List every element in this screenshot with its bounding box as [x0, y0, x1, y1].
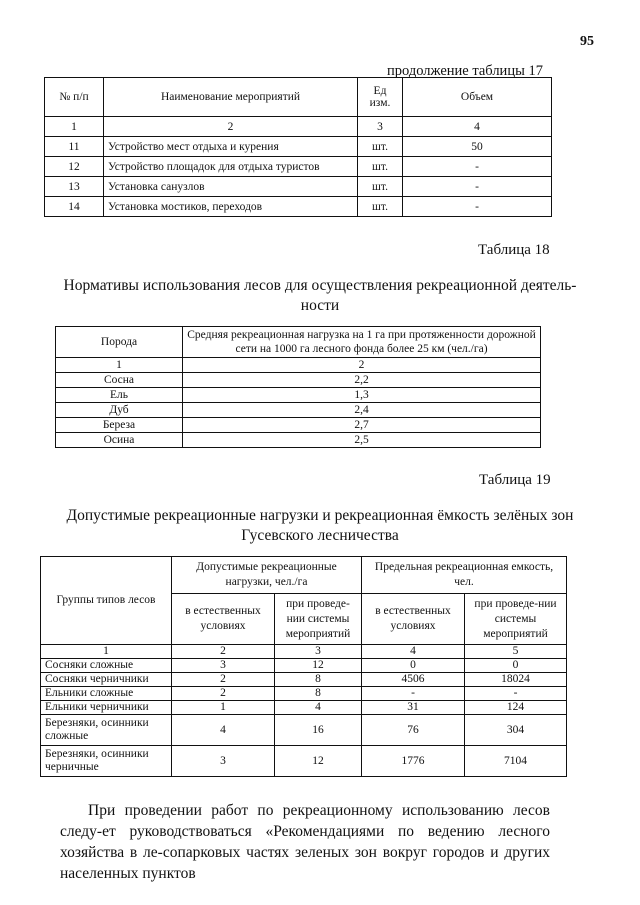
table-cell: 2,2: [183, 373, 541, 388]
table-row: [45, 177, 552, 197]
table-cell: 8: [275, 687, 362, 701]
table-header-row: [56, 327, 541, 358]
table-18: [55, 326, 541, 448]
body-paragraph: [60, 800, 550, 884]
table19-caption: Таблица 19: [479, 472, 551, 488]
table-row: [41, 673, 567, 687]
table-row: [41, 701, 567, 715]
table-cell: Устройство мест отдыха и курения: [104, 137, 358, 157]
table-cell: 0: [465, 659, 567, 673]
table-cell: 31: [362, 701, 465, 715]
table-cell: 0: [362, 659, 465, 673]
table-cell: 2,5: [183, 433, 541, 448]
table-header-row: [45, 78, 552, 117]
subheader-cell: при проведе-нии системы мероприятий: [275, 594, 362, 645]
table-cell: Установка санузлов: [104, 177, 358, 197]
table-cell: 1,3: [183, 388, 541, 403]
table-cell: 4: [275, 701, 362, 715]
table-cell: Ельники черничники: [41, 701, 172, 715]
header-cell-capacity: Предельная рекреационная емкость, чел.: [362, 557, 567, 594]
table-cell: 7104: [465, 746, 567, 777]
table-cell: 1: [172, 701, 275, 715]
table-cell: -: [362, 687, 465, 701]
table-cell: 2: [172, 673, 275, 687]
table-cell: 14: [45, 197, 104, 217]
table-cell: 76: [362, 715, 465, 746]
table-cell: Дуб: [56, 403, 183, 418]
table-cell: 1: [56, 358, 183, 373]
table-cell: Ель: [56, 388, 183, 403]
table-cell: Сосняки черничники: [41, 673, 172, 687]
table-cell: 12: [275, 659, 362, 673]
table-row: [56, 418, 541, 433]
table-cell: Устройство площадок для отдыха туристов: [104, 157, 358, 177]
table-cell: 3: [358, 117, 403, 137]
table-cell: 3: [172, 659, 275, 673]
table-row: [45, 157, 552, 177]
table-cell: Березняки, осинники сложные: [41, 715, 172, 746]
table-number-row: [41, 645, 567, 659]
header-cell: Наименование мероприятий: [104, 78, 358, 117]
table-cell: 13: [45, 177, 104, 197]
header-cell: № п/п: [45, 78, 104, 117]
table-cell: Береза: [56, 418, 183, 433]
table-number-row: [45, 117, 552, 137]
table-cell: шт.: [358, 157, 403, 177]
paragraph-text: При проведении работ по рекреационному использованию лесов следу-ет руководствоваться «Рекомендациями по ведению лесного хозяйства в ле-сопарковых частях зеленых зон вокруг городов и других населенных пунктов: [60, 802, 550, 882]
table-cell: 50: [403, 137, 552, 157]
header-cell: Средняя рекреационная нагрузка на 1 га при протяженности дорожной сети на 1000 га лесного фонда более 25 км (чел./га): [183, 327, 541, 358]
table-cell: 8: [275, 673, 362, 687]
header-cell: Объем: [403, 78, 552, 117]
table-cell: 16: [275, 715, 362, 746]
table-cell: 1: [45, 117, 104, 137]
table-cell: 2: [183, 358, 541, 373]
subheader-cell: в естественных условиях: [362, 594, 465, 645]
table-cell: -: [403, 177, 552, 197]
table-cell: Осина: [56, 433, 183, 448]
table-row: [45, 197, 552, 217]
table17-continuation-label: продолжение таблицы 17: [387, 63, 543, 79]
table-cell: 12: [275, 746, 362, 777]
table-cell: Сосна: [56, 373, 183, 388]
table-cell: 4: [172, 715, 275, 746]
header-cell-group: Группы типов лесов: [41, 557, 172, 645]
table-cell: Установка мостиков, переходов: [104, 197, 358, 217]
table18-title: Нормативы использования лесов для осуществления рекреационной деятель-ности: [63, 277, 577, 314]
subheader-cell: в естественных условиях: [172, 594, 275, 645]
table-cell: 11: [45, 137, 104, 157]
table-cell: 4506: [362, 673, 465, 687]
table-19: [40, 556, 567, 777]
table-cell: шт.: [358, 197, 403, 217]
table-row: [41, 746, 567, 777]
table18-caption: Таблица 18: [478, 242, 550, 258]
table-cell: 5: [465, 645, 567, 659]
table-cell: 1776: [362, 746, 465, 777]
table-17: [44, 77, 552, 217]
table-cell: 2,4: [183, 403, 541, 418]
table-cell: -: [465, 687, 567, 701]
table-cell: Сосняки сложные: [41, 659, 172, 673]
header-cell: Порода: [56, 327, 183, 358]
table-cell: 18024: [465, 673, 567, 687]
table-cell: 2: [104, 117, 358, 137]
table-cell: 304: [465, 715, 567, 746]
table-row: [41, 715, 567, 746]
subheader-cell: при проведе-нии системы мероприятий: [465, 594, 567, 645]
table-cell: 2,7: [183, 418, 541, 433]
table-cell: -: [403, 157, 552, 177]
table-cell: 1: [41, 645, 172, 659]
table-row: [56, 403, 541, 418]
table-cell: 124: [465, 701, 567, 715]
table-row: [41, 659, 567, 673]
table-cell: шт.: [358, 177, 403, 197]
table-row: [56, 433, 541, 448]
table-header-row: [41, 557, 567, 594]
header-cell: Ед изм.: [358, 78, 403, 117]
header-cell-loads: Допустимые рекреационные нагрузки, чел./га: [172, 557, 362, 594]
page-number: 95: [580, 34, 594, 49]
table-cell: 4: [362, 645, 465, 659]
table-cell: 2: [172, 687, 275, 701]
table-row: [45, 137, 552, 157]
table-row: [56, 373, 541, 388]
table-number-row: [56, 358, 541, 373]
table-cell: шт.: [358, 137, 403, 157]
table-cell: 4: [403, 117, 552, 137]
table-row: [41, 687, 567, 701]
table-cell: 3: [172, 746, 275, 777]
table-cell: -: [403, 197, 552, 217]
table-cell: 12: [45, 157, 104, 177]
table-cell: 3: [275, 645, 362, 659]
table19-title: Допустимые рекреационные нагрузки и рекреационная ёмкость зелёных зон Гусевского лесничества: [66, 507, 574, 544]
table-cell: Ельники сложные: [41, 687, 172, 701]
table-cell: Березняки, осинники черничные: [41, 746, 172, 777]
table-cell: 2: [172, 645, 275, 659]
table-row: [56, 388, 541, 403]
